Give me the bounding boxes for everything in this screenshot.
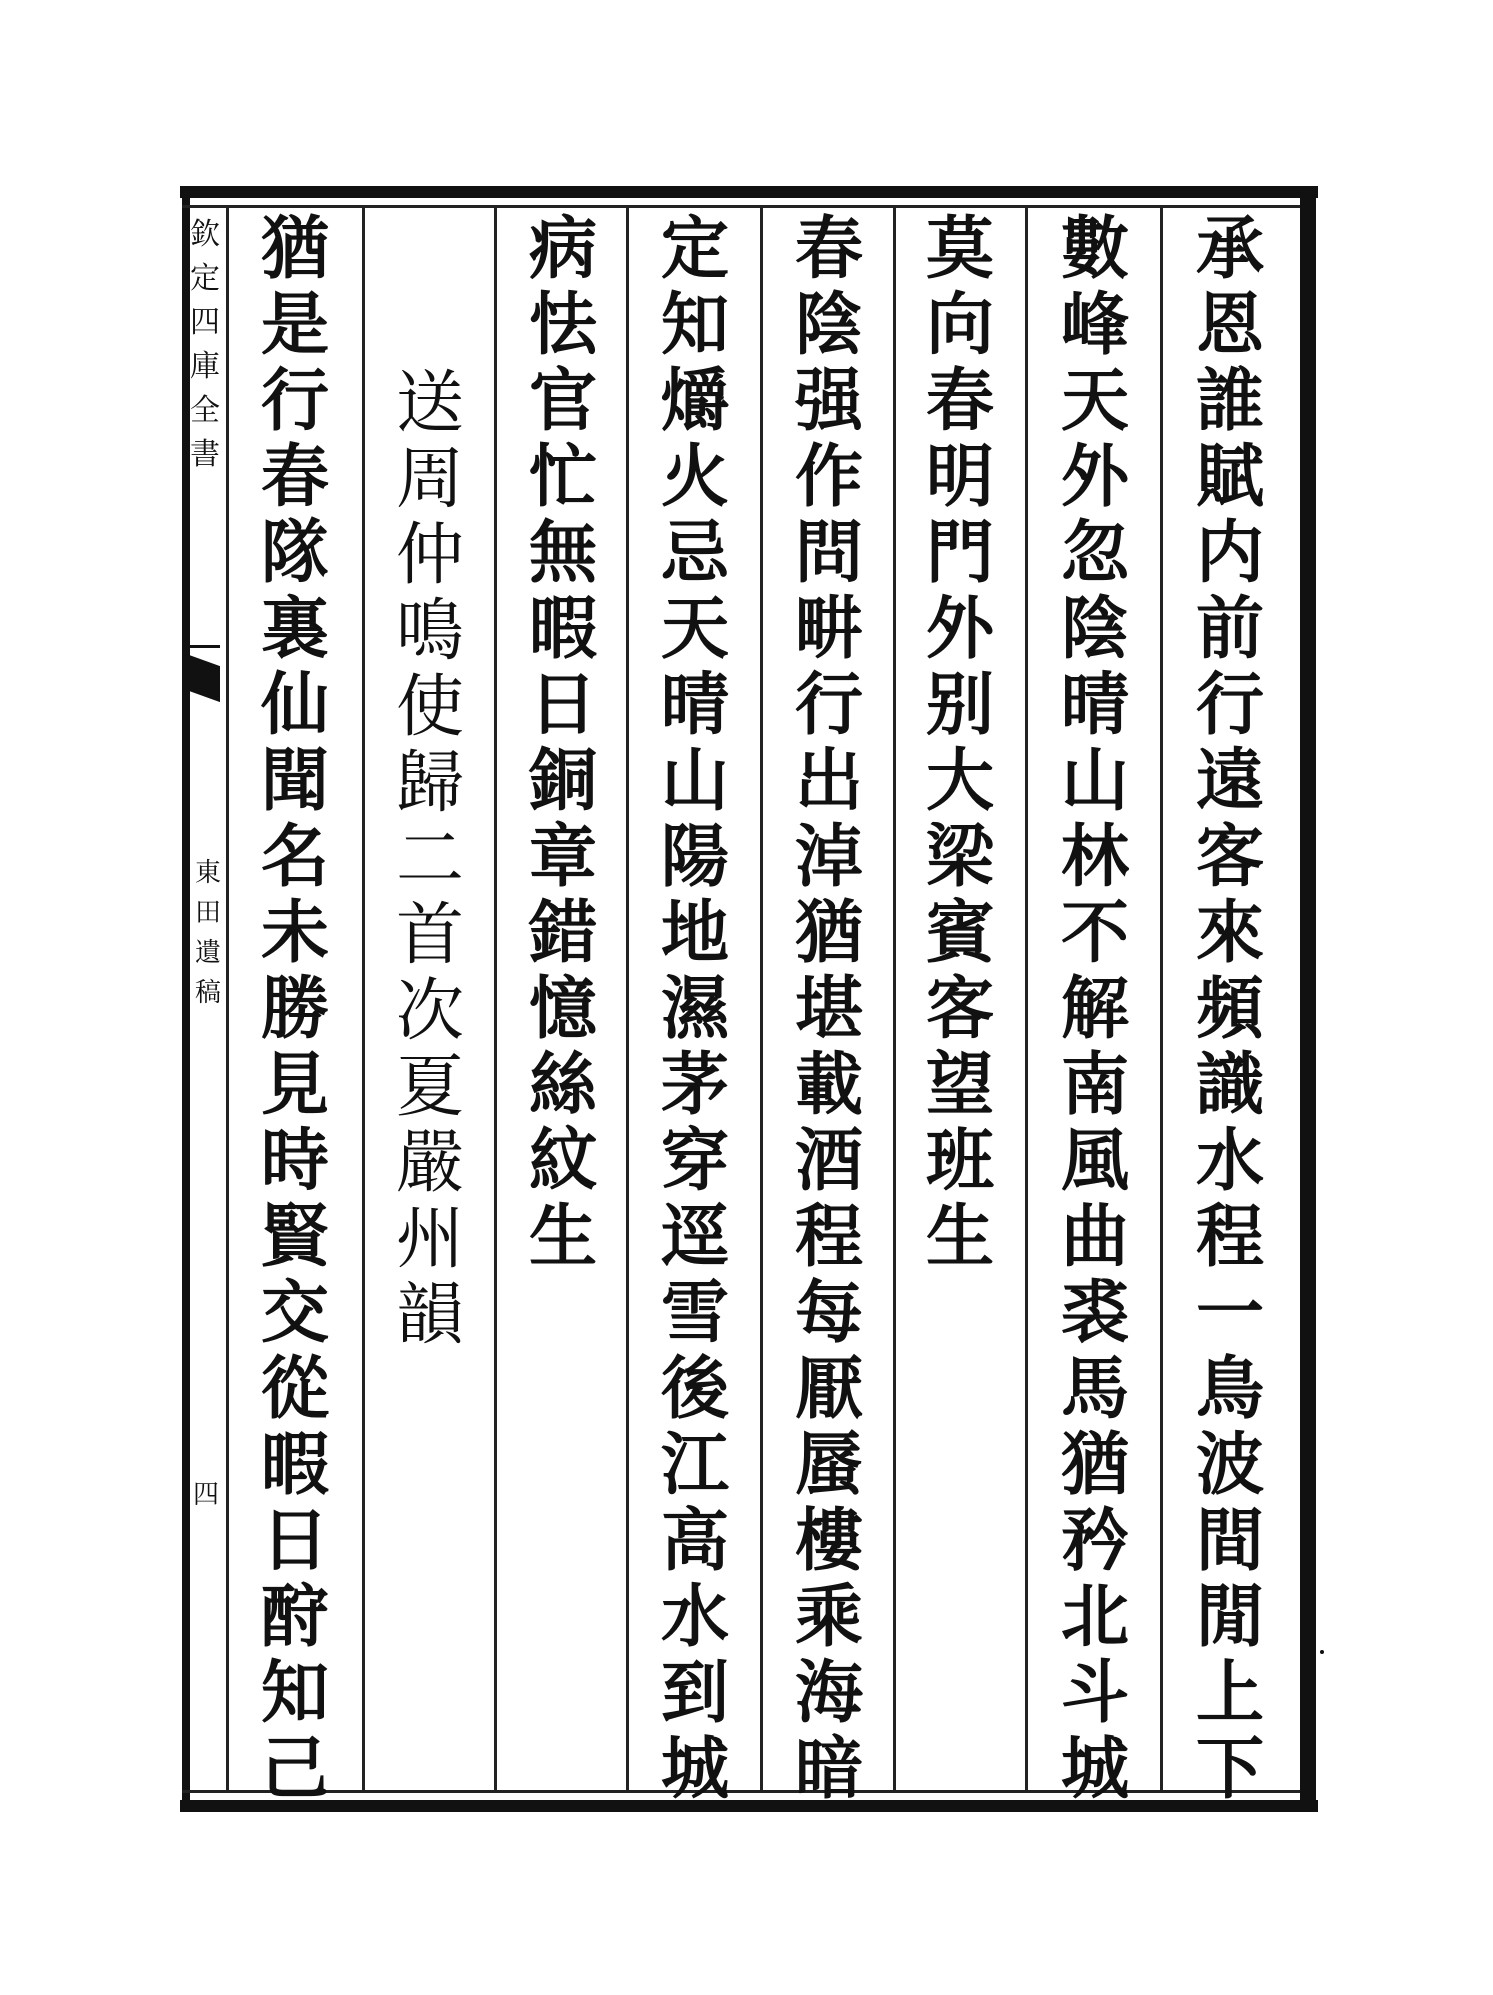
character: 内: [1195, 513, 1264, 593]
frame-top-border: [180, 186, 1318, 198]
text-column-8: [240, 209, 350, 1811]
character: 識: [1195, 1045, 1264, 1125]
character: 高: [660, 1501, 729, 1581]
text-column-5: [640, 209, 750, 1811]
character: 病: [528, 209, 597, 289]
character: 馬: [1060, 1349, 1129, 1429]
character: 逕: [660, 1197, 729, 1277]
character: 忙: [528, 437, 597, 517]
character: 載: [794, 1045, 863, 1125]
margin-page-number: [186, 1482, 226, 1508]
character: 淖: [794, 817, 863, 897]
character: 勝: [260, 969, 329, 1049]
column-rule: [626, 205, 629, 1793]
character: 不: [1060, 893, 1129, 973]
column-rule: [893, 205, 896, 1793]
character: 爝: [660, 361, 729, 441]
character: 二: [395, 820, 464, 899]
character: 晴: [660, 665, 729, 745]
character: 見: [260, 1045, 329, 1125]
character: 錯: [528, 893, 597, 973]
character: 山: [660, 741, 729, 821]
character: 遺: [194, 938, 221, 968]
text-column-1: [1175, 209, 1285, 1811]
character: 暇: [260, 1425, 329, 1505]
character: 官: [528, 361, 597, 441]
character: 賓: [925, 893, 994, 973]
character: 濕: [660, 969, 729, 1049]
poem-title-column: [375, 364, 485, 1358]
character: 蜃: [794, 1425, 863, 1505]
character: 曲: [1060, 1197, 1129, 1277]
character: 每: [794, 1273, 863, 1353]
character: 承: [1195, 209, 1264, 289]
character: 到: [660, 1653, 729, 1733]
character: 聞: [260, 741, 329, 821]
character: 暗: [794, 1729, 863, 1809]
character: 客: [925, 969, 994, 1049]
character: 下: [1195, 1729, 1264, 1809]
character: 前: [1195, 589, 1264, 669]
character: 大: [925, 741, 994, 821]
character: 行: [1195, 665, 1264, 745]
character: 天: [1060, 361, 1129, 441]
character: 周: [395, 440, 464, 519]
character: 陰: [1060, 589, 1129, 669]
character: 四: [192, 1480, 219, 1510]
character: 明: [925, 437, 994, 517]
character: 鳥: [1195, 1349, 1264, 1429]
character: 問: [794, 513, 863, 593]
character: 外: [925, 589, 994, 669]
inner-top-rule: [182, 205, 1300, 208]
frame-right-border: [1300, 186, 1316, 1812]
ink-speck: [1320, 1650, 1324, 1654]
column-rule: [760, 205, 763, 1793]
character: 班: [925, 1121, 994, 1201]
character: 解: [1060, 969, 1129, 1049]
character: 林: [1060, 817, 1129, 897]
character: 嚴: [395, 1124, 464, 1203]
character: 仙: [260, 665, 329, 745]
character: 定: [190, 261, 220, 296]
character: 生: [925, 1197, 994, 1277]
character: 後: [660, 1349, 729, 1429]
character: 數: [1060, 209, 1129, 289]
character: 畊: [794, 589, 863, 669]
character: 賦: [1195, 437, 1264, 517]
character: 樓: [794, 1501, 863, 1581]
character: 厭: [794, 1349, 863, 1429]
character: 風: [1060, 1121, 1129, 1201]
character: 裏: [260, 589, 329, 669]
character: 火: [660, 437, 729, 517]
character: 知: [260, 1653, 329, 1733]
character: 首: [395, 896, 464, 975]
character: 峰: [1060, 285, 1129, 365]
character: 堪: [794, 969, 863, 1049]
character: 歸: [395, 744, 464, 823]
character: 陰: [794, 285, 863, 365]
character: 作: [794, 437, 863, 517]
character: 程: [1195, 1197, 1264, 1277]
character: 銅: [528, 741, 597, 821]
character: 南: [1060, 1045, 1129, 1125]
character: 誰: [1195, 361, 1264, 441]
character: 水: [1195, 1121, 1264, 1201]
character: 雪: [660, 1273, 729, 1353]
column-rule: [1025, 205, 1028, 1793]
column-rule: [362, 205, 365, 1793]
character: 矜: [1060, 1501, 1129, 1581]
character: 裘: [1060, 1273, 1129, 1353]
character: 天: [660, 589, 729, 669]
character: 江: [660, 1425, 729, 1505]
character: 上: [1195, 1653, 1264, 1733]
character: 城: [660, 1729, 729, 1809]
character: 酒: [794, 1121, 863, 1201]
character: 稿: [194, 978, 221, 1008]
text-column-2: [1040, 209, 1150, 1811]
character: 晴: [1060, 665, 1129, 745]
character: 春: [260, 437, 329, 517]
character: 北: [1060, 1577, 1129, 1657]
character: 日: [260, 1501, 329, 1581]
character: 暇: [528, 589, 597, 669]
character: 仲: [395, 516, 464, 595]
character: 春: [794, 209, 863, 289]
character: 客: [1195, 817, 1264, 897]
character: 波: [1195, 1425, 1264, 1505]
character: 是: [260, 285, 329, 365]
character: 使: [395, 668, 464, 747]
character: 未: [260, 893, 329, 973]
character: 地: [660, 893, 729, 973]
character: 春: [925, 361, 994, 441]
character: 别: [925, 665, 994, 745]
fold-marker-line: [186, 645, 220, 648]
character: 斗: [1060, 1653, 1129, 1733]
character: 無: [528, 513, 597, 593]
character: 莫: [925, 209, 994, 289]
character: 己: [260, 1729, 329, 1809]
character: 定: [660, 209, 729, 289]
character: 來: [1195, 893, 1264, 973]
character: 梁: [925, 817, 994, 897]
character: 庫: [190, 349, 220, 384]
fold-marker-fishtail: [186, 654, 220, 702]
character: 望: [925, 1045, 994, 1125]
character: 城: [1060, 1729, 1129, 1809]
character: 知: [660, 285, 729, 365]
character: 交: [260, 1273, 329, 1353]
character: 時: [260, 1121, 329, 1201]
character: 章: [528, 817, 597, 897]
character: 生: [528, 1197, 597, 1277]
character: 出: [794, 741, 863, 821]
character: 乘: [794, 1577, 863, 1657]
character: 猶: [794, 893, 863, 973]
margin-book-title: [186, 217, 224, 484]
character: 忌: [660, 513, 729, 593]
character: 名: [260, 817, 329, 897]
character: 夏: [395, 1048, 464, 1127]
character: 忽: [1060, 513, 1129, 593]
character: 山: [1060, 741, 1129, 821]
column-rule: [494, 205, 497, 1793]
text-column-6: [508, 209, 618, 1279]
character: 頻: [1195, 969, 1264, 1049]
column-rule: [1160, 205, 1163, 1793]
character: 强: [794, 361, 863, 441]
character: 猶: [260, 209, 329, 289]
character: 日: [528, 665, 597, 745]
character: 向: [925, 285, 994, 365]
character: 行: [794, 665, 863, 745]
character: 海: [794, 1653, 863, 1733]
character: 書: [190, 437, 220, 472]
character: 憶: [528, 969, 597, 1049]
character: 閒: [1195, 1577, 1264, 1657]
character: 猶: [1060, 1425, 1129, 1505]
character: 送: [395, 364, 464, 443]
character: 茅: [660, 1045, 729, 1125]
character: 陽: [660, 817, 729, 897]
character: 東: [194, 858, 221, 888]
character: 次: [395, 972, 464, 1051]
character: 酧: [260, 1577, 329, 1657]
character: 穿: [660, 1121, 729, 1201]
character: 紋: [528, 1121, 597, 1201]
character: 絲: [528, 1045, 597, 1125]
character: 恩: [1195, 285, 1264, 365]
character: 怯: [528, 285, 597, 365]
character: 韻: [395, 1276, 464, 1355]
character: 行: [260, 361, 329, 441]
character: 欽: [190, 217, 220, 252]
margin-collection-title: [188, 860, 228, 1020]
text-column-3: [905, 209, 1015, 1279]
character: 賢: [260, 1197, 329, 1277]
character: 門: [925, 513, 994, 593]
character: 程: [794, 1197, 863, 1277]
character: 水: [660, 1577, 729, 1657]
character: 間: [1195, 1501, 1264, 1581]
character: 隊: [260, 513, 329, 593]
character: 田: [194, 898, 221, 928]
character: 四: [190, 305, 220, 340]
character: 鳴: [395, 592, 464, 671]
character: 全: [190, 393, 220, 428]
text-column-4: [774, 209, 884, 1811]
character: 外: [1060, 437, 1129, 517]
character: 一: [1195, 1273, 1264, 1353]
character: 遠: [1195, 741, 1264, 821]
character: 從: [260, 1349, 329, 1429]
character: 州: [395, 1200, 464, 1279]
